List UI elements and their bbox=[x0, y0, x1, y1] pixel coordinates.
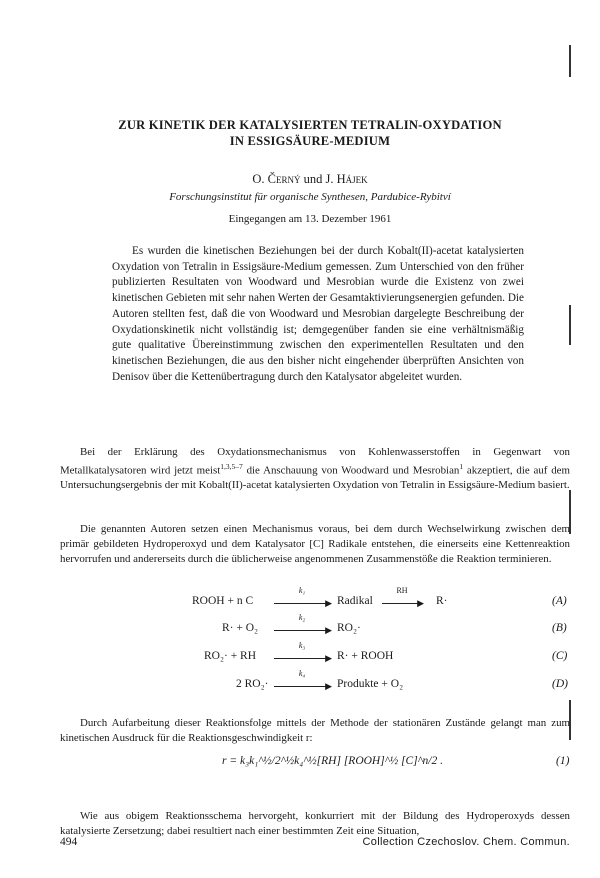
reaction-b-label: (B) bbox=[552, 622, 567, 634]
reaction-a: ROOH + n C k₁ ▶ Radikal RH ▶ R· (A) bbox=[192, 586, 567, 608]
abstract: Es wurden die kinetischen Beziehungen bei der durch Kobalt(II)-acetat katalysierten Oxydation von Tetralin in Essigsäure-Medium gemessen. Zum Unterschied von den früher publizierten Resultaten von Woodward und Mesrobian wurde die Existenz von zwei kinetischen Gebieten mit sehr nahen Werten der Gesamtaktivierungsenergien gefunden. Die Autoren stellten fest, daß die von Woodward und Mesrobian dargelegte Beschreibung der Oxydationskinetik nicht vollständig ist; demgegenüber fanden sie eine verhältnismäßig gute qualitative Übereinstimmung zwischen den experimentellen Resultaten und den kinetischen Beziehungen, die aus den bisher nicht eingehender überprüften Ansichten von Denisov über die Kettenübertragung durch den Katalysator abgeleitet wurden. bbox=[112, 245, 524, 383]
body-paragraph-4: Wie aus obigem Reaktionsschema hervorgeht, konkurriert mit der Bildung des Hydroperoxyds dessen katalysierte Zersetzung; dabei resultiert nach einer bestimmten Zeit eine Situation, bbox=[60, 810, 570, 837]
author-conjunction: und J. bbox=[300, 172, 337, 186]
reaction-a-right: R· bbox=[436, 595, 448, 607]
p1-text-a: Bei der Erklärung des Oxydationsmechanismus von Kohlenwasserstoffen in Gegenwart von Metallkatalysatoren wird jetzt meist bbox=[60, 446, 570, 477]
title-line-2: IN ESSIGSÄURE-MEDIUM bbox=[229, 134, 391, 148]
reaction-b-right: RO₂· bbox=[337, 622, 361, 634]
reaction-a-left: ROOH + n C bbox=[192, 595, 254, 607]
p1-text-c: akzeptiert, die auf dem Untersuchungsergebnis der mit Kobalt(II)-acetat katalysierten Oxydation von Tetralin in Essigsäure-Medium basiert. bbox=[60, 464, 570, 492]
reaction-a-label: (A) bbox=[552, 595, 567, 607]
rate-constant-k1: k₁ bbox=[298, 586, 306, 595]
margin-mark bbox=[569, 305, 571, 345]
margin-mark bbox=[569, 45, 571, 77]
body-paragraph-2: Die genannten Autoren setzen einen Mechanismus voraus, bei dem durch Wechselwirkung zwischen dem primär gebildeten Hydroperoxyd und dem Katalysator [C] Radikale entstehen, die einerseits eine Kettenreaktion hervorrufen und andererseits durch die üblicherweise angenommenen Zusammenstöße die Reaktion terminieren. bbox=[60, 523, 570, 565]
author2-name: Hájek bbox=[336, 172, 368, 186]
page-number: 494 bbox=[60, 836, 78, 848]
reaction-b: R· + O₂ k₂ ▶ RO₂· (B) bbox=[222, 613, 567, 635]
journal-name: Collection Czechoslov. Chem. Commun. bbox=[362, 836, 570, 848]
affiliation: Forschungsinstitut für organische Synthesen, Pardubice-Rybitví bbox=[169, 191, 451, 203]
rate-constant-k2: k₂ bbox=[298, 613, 306, 622]
reaction-d-left: 2 RO₂· bbox=[236, 678, 269, 690]
authors bbox=[40, 172, 580, 187]
p1-text-b: die Anschauung von Woodward und Mesrobian bbox=[242, 464, 460, 477]
author1-name: Černý bbox=[267, 172, 301, 186]
reaction-c-left: RO₂· + RH bbox=[204, 650, 257, 662]
reaction-d-label: (D) bbox=[552, 678, 568, 690]
rate-constant-k3: k₃ bbox=[298, 641, 306, 650]
body-paragraph-1 bbox=[60, 445, 570, 493]
article-title bbox=[40, 117, 580, 149]
rate-equation-expression: r = k₃k₁^½/2^½k₄^½[RH] [ROOH]^½ [C]^n/2 . bbox=[222, 755, 443, 767]
reaction-c-label: (C) bbox=[552, 650, 568, 662]
reaction-a-over: RH bbox=[396, 586, 408, 595]
p1-citation-1: 1,3,5–7 bbox=[220, 461, 243, 471]
reaction-d-right: Produkte + O₂ bbox=[337, 678, 404, 690]
reaction-c: RO₂· + RH k₃ ▶ R· + ROOH (C) bbox=[204, 641, 568, 663]
title-line-1: ZUR KINETIK DER KATALYSIERTEN TETRALIN-OXYDATION bbox=[118, 118, 502, 132]
rate-equation-label: (1) bbox=[556, 755, 570, 767]
reaction-a-mid: Radikal bbox=[337, 595, 373, 607]
body-paragraph-3: Durch Aufarbeitung dieser Reaktionsfolge mittels der Methode der stationären Zustände gelangt man zum kinetischen Ausdruck für die Reaktionsgeschwindigkeit r: bbox=[60, 717, 570, 744]
reaction-b-left: R· + O₂ bbox=[222, 622, 259, 634]
p1-citation-2: 1 bbox=[459, 461, 464, 471]
author1-initial: O. bbox=[252, 172, 268, 186]
rate-equation bbox=[0, 755, 600, 773]
reaction-c-right: R· + ROOH bbox=[337, 650, 394, 662]
rate-constant-k4: k₄ bbox=[298, 669, 306, 678]
received-date: Eingegangen am 13. Dezember 1961 bbox=[228, 213, 392, 225]
reaction-d: 2 RO₂· k₄ ▶ Produkte + O₂ (D) bbox=[236, 669, 568, 691]
